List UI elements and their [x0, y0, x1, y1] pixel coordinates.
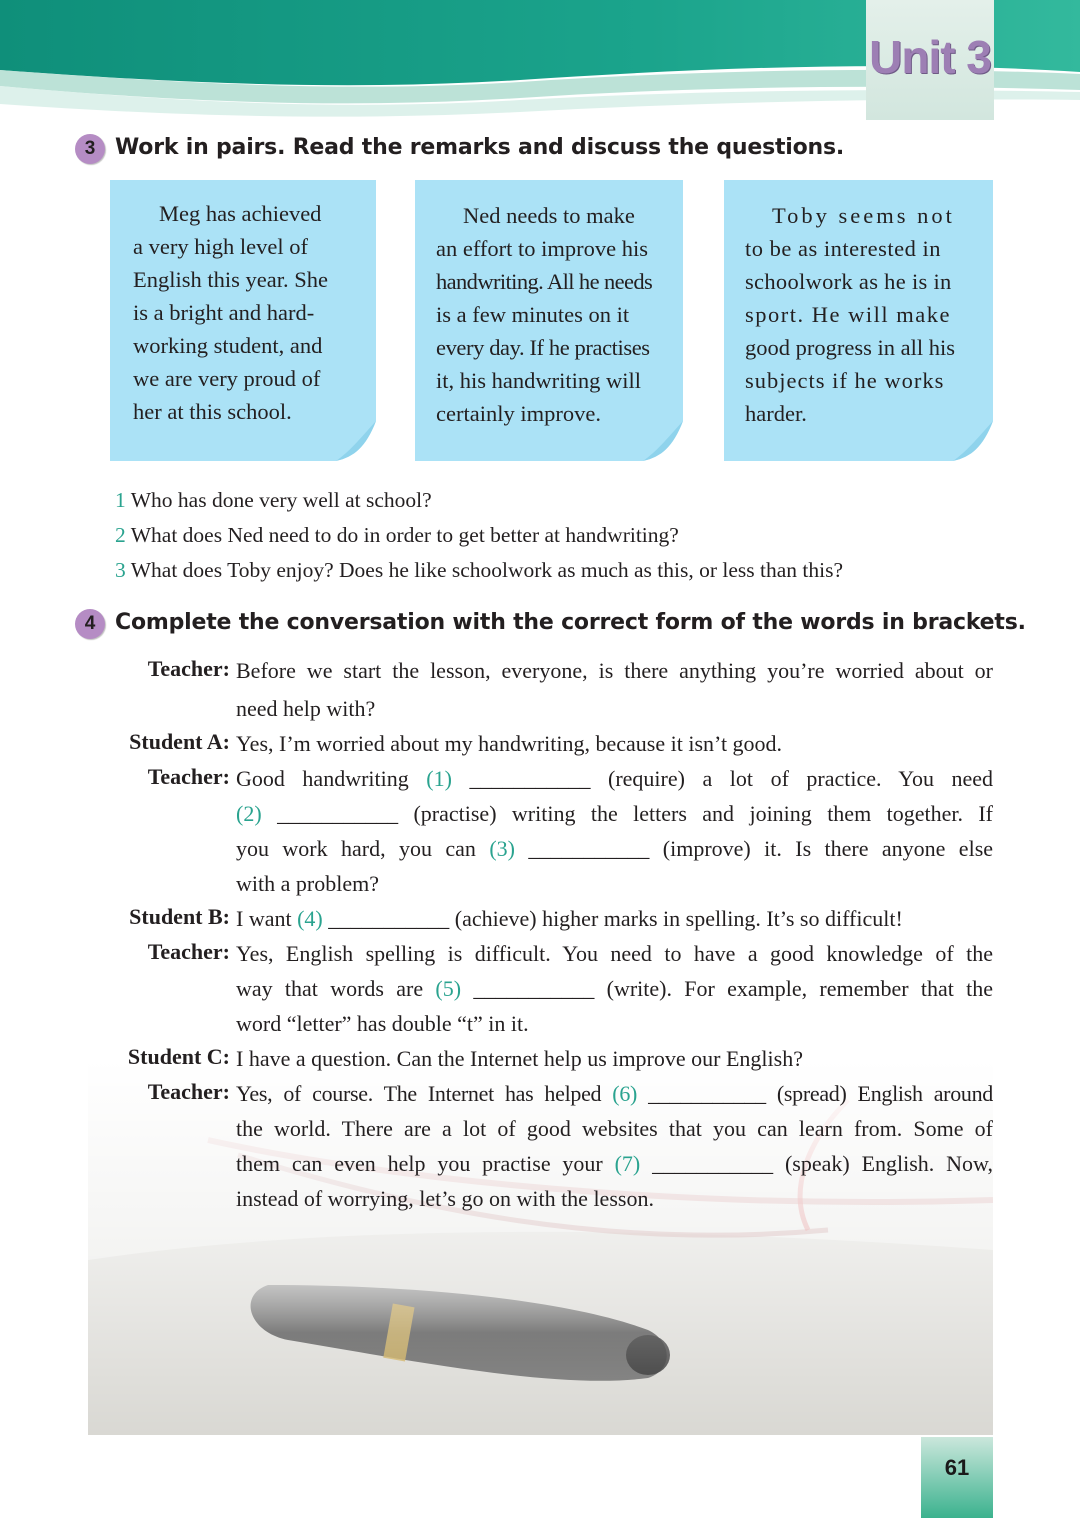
page-number: 61: [921, 1437, 993, 1518]
speaker-teacher-1: Teacher:: [147, 656, 230, 681]
line-teacher-1a: Before we start the lesson, everyone, is there anything you’re worried about or: [236, 658, 993, 683]
blank-7: ___________: [652, 1151, 774, 1176]
question-2: 2 What does Ned need to do in order to get better at handwriting?: [115, 523, 679, 547]
remark-text-toby: Toby seems not to be as interested in schoolwork as he is in sport. He will make good progress in all his subjects if he works harder.: [745, 203, 955, 426]
blank-5: ___________: [473, 976, 595, 1001]
line-teacher-4a: Yes, of course. The Internet has helped (6) ___________ (spread) English around: [236, 1081, 994, 1106]
question-1: 1 Who has done very well at school?: [115, 488, 432, 512]
blank-2: ___________: [277, 801, 399, 826]
page-curl-icon: [336, 421, 376, 461]
line-teacher-4c: them can even help you practise your (7) ___________ (speak) English. Now,: [236, 1151, 993, 1176]
page-curl-icon: [643, 421, 683, 461]
remark-note-toby: [724, 180, 993, 461]
line-student-a: Yes, I’m worried about my handwriting, because it isn’t good.: [236, 731, 783, 756]
remark-note-ned: [415, 180, 683, 461]
remark-text-ned: Ned needs to make an effort to improve his handwriting. All he needs is a few minutes on it every day. If he practises it, his handwriting will certainly improve.: [436, 203, 653, 426]
unit-title: Unit 3: [869, 31, 991, 83]
blank-1: ___________: [469, 766, 591, 791]
line-teacher-4b: the world. There are a lot of good websites that you can learn from. Some of: [236, 1116, 993, 1141]
line-teacher-3c: word “letter” has double “t” in it.: [236, 1011, 529, 1036]
line-teacher-2a: Good handwriting (1) ___________ (require) a lot of practice. You need: [236, 766, 994, 791]
line-teacher-3a: Yes, English spelling is difficult. You need to have a good knowledge of the: [236, 941, 993, 966]
page-curl-icon: [953, 421, 993, 461]
line-teacher-4d: instead of worrying, let’s go on with the lesson.: [236, 1186, 654, 1211]
exercise-3-number: 3: [75, 134, 105, 164]
line-teacher-2b: (2) ___________ (practise) writing the letters and joining them together. If: [236, 801, 993, 826]
speaker-teacher-3: Teacher:: [147, 939, 230, 964]
remark-text-meg: Meg has achieved a very high level of English this year. She is a bright and hard- working student, and we are very proud of her at this school.: [133, 201, 328, 424]
blank-4: ___________: [328, 906, 450, 931]
line-teacher-2d: with a problem?: [236, 871, 379, 896]
blank-6: ___________: [648, 1081, 766, 1106]
line-student-c: I have a question. Can the Internet help us improve our English?: [236, 1046, 803, 1071]
line-teacher-1b: need help with?: [236, 696, 376, 721]
exercise-4-number: 4: [75, 609, 105, 639]
line-teacher-3b: way that words are (5) ___________ (write). For example, remember that the: [236, 976, 993, 1001]
exercise-3-instruction: Work in pairs. Read the remarks and discuss the questions.: [115, 135, 845, 160]
question-3: 3 What does Toby enjoy? Does he like schoolwork as much as this, or less than this?: [115, 558, 843, 582]
line-student-b: I want (4) ___________ (achieve) higher marks in spelling. It’s so difficult!: [236, 906, 903, 931]
speaker-teacher-2: Teacher:: [147, 764, 230, 789]
blank-3: ___________: [528, 836, 650, 861]
speaker-student-c: Student C:: [127, 1044, 230, 1069]
exercise-4-instruction: Complete the conversation with the correct form of the words in brackets.: [115, 610, 1026, 635]
speaker-student-b: Student B:: [129, 904, 230, 929]
line-teacher-2c: you work hard, you can (3) ___________ (improve) it. Is there anyone else: [236, 836, 994, 861]
speaker-student-a: Student A:: [129, 729, 230, 754]
speaker-teacher-4: Teacher:: [147, 1079, 230, 1104]
remark-note-meg: [110, 180, 376, 461]
